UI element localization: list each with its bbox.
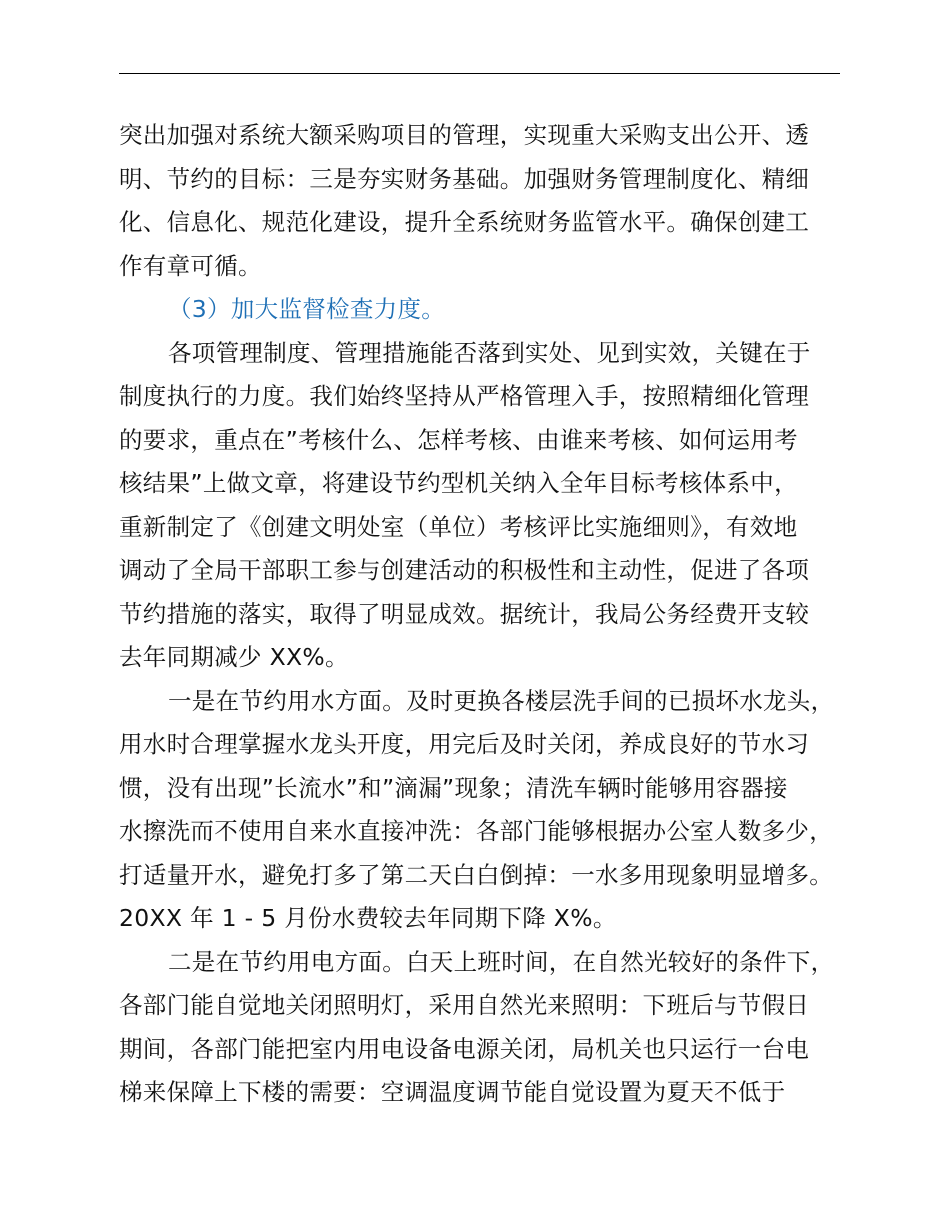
paragraph-line: 作有章可循。 [119, 251, 262, 280]
paragraph-line: 化、信息化、规范化建设，提升全系统财务监管水平。确保创建工 [119, 208, 810, 236]
paragraph-line: 核结果”上做文章，将建设节约型机关纳入全年目标考核体系中， [119, 469, 798, 497]
paragraph-line: 制度执行的力度。我们始终坚持从严格管理入手，按照精细化管理 [119, 382, 810, 410]
paragraph-line: 去年同期减少 XX%。 [119, 643, 349, 671]
paragraph-line: 二是在节约用电方面。白天上班时间，在自然光较好的条件下， [168, 947, 835, 976]
paragraph-line: 调动了全局干部职工参与创建活动的积极性和主动性，促进了各项 [119, 556, 810, 584]
document-body [119, 114, 859, 1115]
paragraph-line: 梯来保障上下楼的需要：空调温度调节能自觉设置为夏天不低于 [119, 1078, 786, 1106]
paragraph-line: 明、节约的目标：三是夯实财务基础。加强财务管理制度化、精细 [119, 164, 810, 193]
paragraph-line: 用水时合理掌握水龙头开度，用完后及时关闭，养成良好的节水习 [119, 730, 810, 758]
paragraph-line: 水擦洗而不使用自来水直接冲洗：各部门能够根据办公室人数多少， [119, 817, 833, 845]
paragraph-line: 各项管理制度、管理措施能否落到实处、见到实效，关键在于 [168, 338, 811, 367]
section-heading: （3）加大监督检查力度。 [168, 295, 446, 323]
paragraph-line: 节约措施的落实，取得了明显成效。据统计，我局公务经费开支较 [119, 599, 810, 628]
paragraph-line: 重新制定了《创建文明处室（单位）考核评比实施细则》，有效地 [119, 512, 798, 541]
paragraph-line: 突出加强对系统大额采购项目的管理，实现重大采购支出公开、透 [119, 121, 810, 149]
paragraph-line: 的要求，重点在”考核什么、怎样考核、由谁来考核、如何运用考 [119, 425, 798, 454]
paragraph-line: 惯，没有出现”长流水”和”滴漏”现象；清洗车辆时能够用容器接 [119, 773, 788, 802]
paragraph-line: 20XX 年 1 - 5 月份水费较去年同期下降 X%。 [119, 904, 617, 932]
paragraph-line: 一是在节约用水方面。及时更换各楼层洗手间的已损坏水龙头， [168, 686, 835, 715]
paragraph-line: 期间，各部门能把室内用电设备电源关闭，局机关也只运行一台电 [119, 1034, 810, 1063]
paragraph-line: 打适量开水，避免打多了第二天白白倒掉：一水多用现象明显增多。 [119, 860, 833, 889]
paragraph-line: 各部门能自觉地关闭照明灯，采用自然光来照明：下班后与节假日 [119, 991, 810, 1019]
header-rule [119, 73, 840, 74]
